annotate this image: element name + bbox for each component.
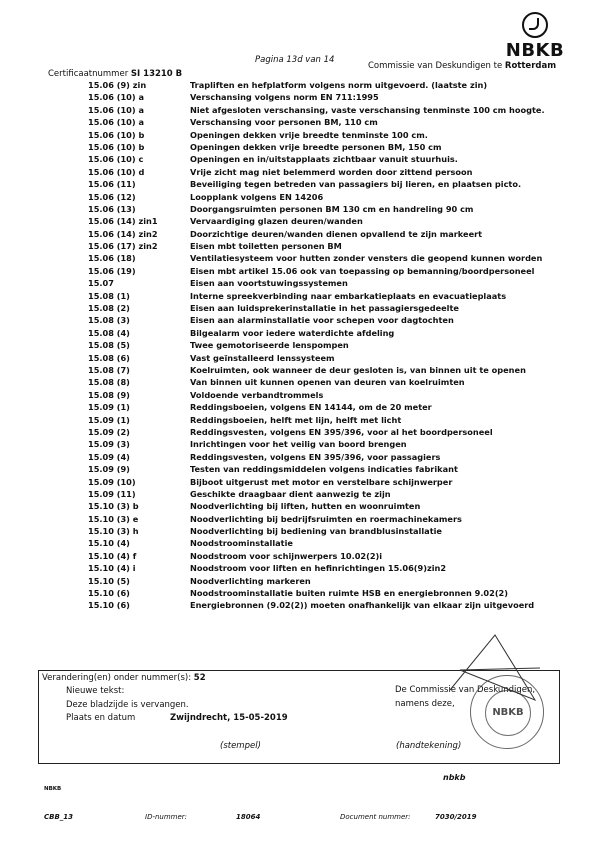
requirement-code: 15.06 (10) c — [88, 154, 144, 165]
requirement-row — [88, 376, 528, 388]
requirement-row — [88, 537, 528, 549]
requirement-description: Bijboot uitgerust met motor en verstelbare schijnwerper — [190, 476, 453, 487]
commission-prefix: Commissie van Deskundigen te — [368, 61, 503, 71]
requirement-code: 15.08 (6) — [88, 352, 130, 363]
requirement-description: Van binnen uit kunnen openen van deuren van koelruimten — [190, 377, 465, 388]
requirement-row — [88, 79, 528, 91]
requirement-row — [88, 414, 528, 426]
requirement-description: Koelruimten, ook wanneer de deur gesloten is, van binnen uit te openen — [190, 364, 526, 375]
requirement-row — [88, 401, 528, 413]
cert-label: Certificaatnummer — [48, 69, 129, 79]
requirement-description: Reddingsboeien, helft met lijn, helft met licht — [190, 414, 402, 425]
commission-city: Rotterdam — [504, 61, 557, 71]
requirement-description: Noodverlichting markeren — [190, 575, 311, 586]
requirement-description: Vast geïnstalleerd lenssysteem — [190, 352, 335, 363]
requirement-code: 15.06 (12) — [88, 191, 136, 202]
requirement-description: Testen van reddingsmiddelen volgens indicaties fabrikant — [190, 464, 458, 475]
requirement-code: 15.06 (13) — [88, 203, 136, 214]
requirement-description: Reddingsboeien, volgens EN 14144, om de 20 meter — [190, 402, 432, 413]
requirement-row — [88, 438, 528, 450]
requirement-code: 15.06 (10) a — [88, 117, 145, 128]
requirement-row — [88, 550, 528, 562]
requirement-code: 15.10 (4) f — [88, 550, 137, 561]
requirement-row — [88, 166, 528, 178]
requirement-code: 15.10 (6) — [88, 588, 130, 599]
requirement-row — [88, 575, 528, 587]
requirement-row — [88, 153, 528, 165]
requirement-row — [88, 302, 528, 314]
requirement-code: 15.06 (10) d — [88, 166, 145, 177]
page-number: Pagina 13d van 14 — [255, 55, 335, 65]
footer-small-tag: NBKB — [44, 786, 62, 792]
requirement-code: 15.06 (10) b — [88, 141, 145, 152]
requirement-description: Eisen mbt artikel 15.06 ook van toepassing op bemanning/boordpersoneel — [190, 265, 535, 276]
requirement-description: Reddingsvesten, volgens EN 395/396, voor al het boordpersoneel — [190, 426, 493, 437]
requirement-code: 15.06 (10) b — [88, 129, 145, 140]
requirement-description: Loopplank volgens EN 14206 — [190, 191, 324, 202]
requirement-code: 15.08 (7) — [88, 364, 130, 375]
requirement-description: Eisen mbt toiletten personen BM — [190, 241, 342, 252]
requirement-code: 15.08 (2) — [88, 303, 130, 314]
requirement-row — [88, 91, 528, 103]
requirement-description: Vrije zicht mag niet belemmerd worden door zittend persoon — [190, 166, 473, 177]
requirement-row — [88, 352, 528, 364]
changes-value: 52 — [193, 673, 206, 683]
requirement-description: Verschansing voor personen BM, 110 cm — [190, 117, 378, 128]
requirement-row — [88, 513, 528, 525]
requirement-row — [88, 389, 528, 401]
requirement-description: Ventilatiesysteem voor hutten zonder vensters die geopend kunnen worden — [190, 253, 543, 264]
requirement-row — [88, 364, 528, 376]
requirement-code: 15.10 (3) h — [88, 526, 139, 537]
requirement-code: 15.08 (9) — [88, 389, 130, 400]
changes-line — [42, 673, 206, 683]
requirement-description: Niet afgesloten verschansing, vaste verschansing tenminste 100 cm hoogte. — [190, 104, 545, 115]
requirement-description: Geschikte draagbaar dient aanwezig te zijn — [190, 488, 391, 499]
requirement-code: 15.09 (4) — [88, 451, 130, 462]
requirement-description: Noodstroom voor liften en hefinrichtingen 15.06(9)zin2 — [190, 563, 447, 574]
requirement-description: Vervaardiging glazen deuren/wanden — [190, 216, 363, 227]
requirement-description: Doorgangsruimten personen BM 130 cm en handreling 90 cm — [190, 203, 474, 214]
requirement-description: Noodverlichting bij liften, hutten en woonruimten — [190, 501, 421, 512]
requirement-code: 15.06 (11) — [88, 179, 136, 190]
requirement-code: 15.09 (11) — [88, 488, 136, 499]
requirement-row — [88, 562, 528, 574]
doc-label: Document nummer: — [340, 813, 411, 821]
requirement-code: 15.09 (1) — [88, 402, 130, 413]
place-date-value: Zwijndrecht, 15-05-2019 — [170, 713, 288, 723]
requirement-description: Openingen dekken vrije breedte tenminste 100 cm. — [190, 129, 428, 140]
requirement-code: 15.06 (10) a — [88, 104, 145, 115]
new-text-label: Nieuwe tekst: — [66, 686, 125, 696]
commission-header — [368, 61, 556, 71]
requirement-row — [88, 141, 528, 153]
requirement-description: Openingen dekken vrije breedte personen BM, 150 cm — [190, 141, 442, 152]
requirement-code: 15.06 (14) zin2 — [88, 228, 158, 239]
requirement-code: 15.09 (9) — [88, 464, 130, 475]
signature-scribble — [440, 630, 550, 720]
requirement-code: 15.08 (4) — [88, 327, 130, 338]
requirement-code: 15.09 (3) — [88, 439, 130, 450]
requirement-code: 15.10 (4) — [88, 538, 130, 549]
requirement-description: Eisen aan alarminstallatie voor schepen voor dagtochten — [190, 315, 454, 326]
requirement-row — [88, 191, 528, 203]
requirement-row — [88, 525, 528, 537]
id-value: 18064 — [236, 813, 261, 821]
requirement-code: 15.08 (3) — [88, 315, 130, 326]
requirement-code: 15.10 (3) b — [88, 501, 139, 512]
requirement-row — [88, 129, 528, 141]
requirement-row — [88, 215, 528, 227]
requirement-code: 15.10 (4) i — [88, 563, 136, 574]
requirement-row — [88, 228, 528, 240]
requirement-code: 15.06 (18) — [88, 253, 136, 264]
requirement-code: 15.07 — [88, 278, 114, 289]
requirements-list — [88, 79, 545, 612]
requirement-description: Doorzichtige deuren/wanden dienen opvallend te zijn markeert — [190, 228, 483, 239]
requirement-row — [88, 488, 528, 500]
cert-value: SI 13210 B — [130, 69, 183, 79]
requirement-row — [88, 476, 528, 488]
requirement-code: 15.10 (3) e — [88, 513, 139, 524]
requirement-row — [88, 104, 545, 116]
requirement-code: 15.09 (10) — [88, 476, 136, 487]
requirement-description: Energiebronnen (9.02(2)) moeten onafhankelijk van elkaar zijn uitgevoerd — [190, 600, 535, 611]
requirement-code: 15.08 (5) — [88, 340, 130, 351]
requirement-description: Openingen en in/uitstapplaats zichtbaar vanuit stuurhuis. — [190, 154, 458, 165]
requirement-code: 15.08 (1) — [88, 290, 130, 301]
requirement-code: 15.10 (6) — [88, 600, 130, 611]
requirement-code: 15.06 (19) — [88, 265, 136, 276]
commission-line2: namens deze, — [395, 699, 455, 709]
requirement-row — [88, 290, 528, 302]
requirement-code: 15.09 (1) — [88, 414, 130, 425]
requirement-row — [88, 327, 528, 339]
place-date-label: Plaats en datum — [66, 713, 136, 723]
requirement-row — [88, 252, 543, 264]
requirement-code: 15.06 (14) zin1 — [88, 216, 158, 227]
requirement-row — [88, 265, 535, 277]
requirement-row — [88, 178, 528, 190]
requirement-description: Noodstroominstallatie buiten ruimte HSB en energiebronnen 9.02(2) — [190, 588, 509, 599]
form-code: CBB_13 — [44, 813, 74, 821]
requirement-row — [88, 599, 535, 611]
footer-nbkb: nbkb — [443, 773, 466, 782]
requirement-row — [88, 339, 528, 351]
requirement-description: Bilgealarm voor iedere waterdichte afdeling — [190, 327, 395, 338]
requirement-row — [88, 277, 528, 289]
requirement-description: Trapliften en hefplatform volgens norm uitgevoerd. (laatste zin) — [190, 80, 488, 90]
commission-line1: De Commissie van Deskundigen, — [395, 685, 536, 695]
requirement-row — [88, 587, 528, 599]
requirement-description: Noodverlichting bij bedrijfsruimten en roermachinekamers — [190, 513, 462, 524]
requirement-description: Reddingsvesten, volgens EN 395/396, voor passagiers — [190, 451, 441, 462]
requirement-description: Verschansing volgens norm EN 711:1995 — [190, 92, 379, 103]
signature-label: (handtekening) — [396, 741, 462, 751]
replace-text: Deze bladzijde is vervangen. — [66, 700, 189, 710]
nbkb-logo-mark — [522, 12, 548, 38]
requirement-row — [88, 451, 528, 463]
requirement-row — [88, 203, 528, 215]
requirement-description: Interne spreekverbinding naar embarkatieplaats en evacuatieplaats — [190, 290, 507, 301]
stamp-label: (stempel) — [220, 741, 261, 751]
requirement-code: 15.08 (8) — [88, 377, 130, 388]
stamp-text: NBKB — [485, 690, 531, 736]
requirement-description: Beveiliging tegen betreden van passagiers bij lieren, en plaatsen picto. — [190, 179, 522, 190]
requirement-row — [88, 426, 528, 438]
requirement-row — [88, 314, 528, 326]
requirement-description: Noodverlichting bij bediening van brandblusinstallatie — [190, 526, 442, 537]
requirement-code: 15.06 (17) zin2 — [88, 241, 158, 252]
requirement-description: Voldoende verbandtrommels — [190, 389, 324, 400]
nbkb-logo — [505, 12, 565, 61]
requirement-description: Twee gemotoriseerde lenspompen — [190, 340, 349, 351]
requirement-description: Eisen aan luidsprekerinstallatie in het passagiersgedeelte — [190, 303, 459, 314]
requirement-description: Noodstroominstallatie — [190, 538, 293, 549]
requirement-description: Noodstroom voor schijnwerpers 10.02(2)i — [190, 550, 383, 561]
logo-text: NBKB — [505, 40, 565, 61]
requirement-row — [88, 500, 528, 512]
requirement-description: Eisen aan voortstuwingssystemen — [190, 278, 348, 289]
id-label: ID-nummer: — [145, 813, 188, 821]
requirement-row — [88, 463, 528, 475]
doc-value: 7030/2019 — [435, 813, 477, 821]
requirement-code: 15.06 (10) a — [88, 92, 145, 103]
requirement-row — [88, 240, 528, 252]
changes-label: Verandering(en) onder nummer(s): — [42, 673, 192, 683]
requirement-description: Inrichtingen voor het veilig van boord brengen — [190, 439, 407, 450]
certificate-number — [48, 69, 182, 79]
requirement-code: 15.10 (5) — [88, 575, 130, 586]
requirement-row — [88, 116, 528, 128]
requirement-code: 15.06 (9) zin — [88, 80, 147, 90]
requirement-code: 15.09 (2) — [88, 426, 130, 437]
